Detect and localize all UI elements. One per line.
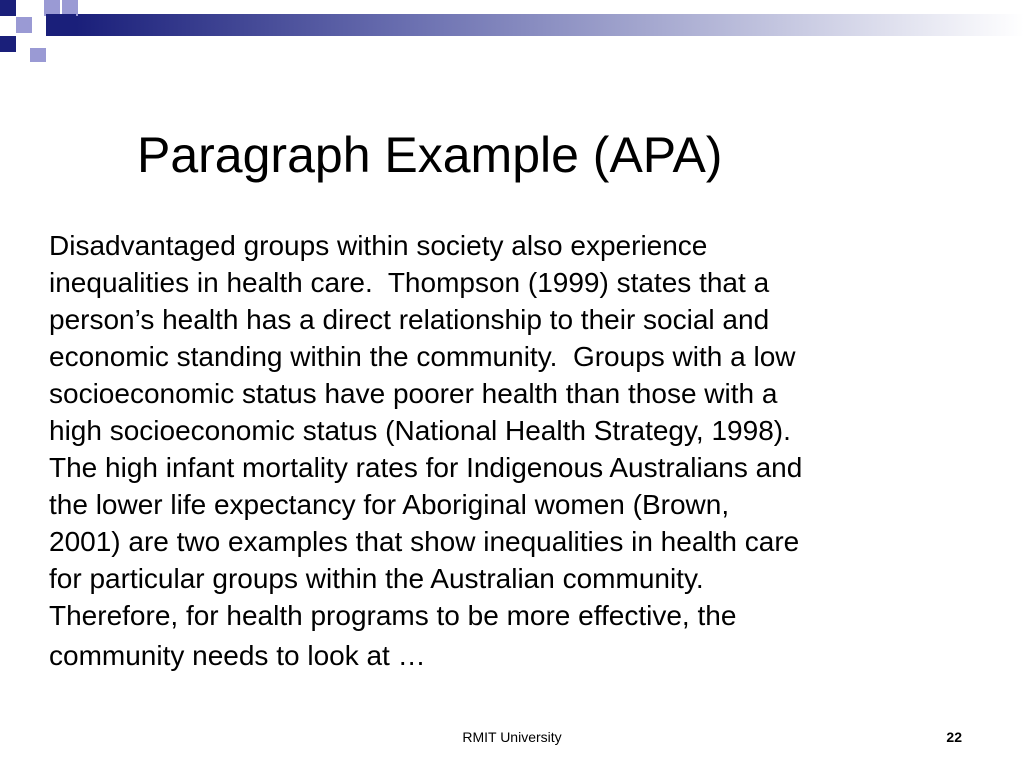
- page-number: 22: [946, 729, 962, 745]
- header-decoration: [0, 0, 1024, 70]
- paragraph-line: The high infant mortality rates for Indigenous Australians and: [49, 452, 803, 483]
- paragraph-line: Therefore, for health programs to be more effective, the: [49, 600, 737, 631]
- deco-square: [0, 0, 16, 16]
- paragraph-line: economic standing within the community. Groups with a low: [49, 341, 796, 372]
- deco-square: [30, 48, 46, 62]
- paragraph-line: person’s health has a direct relationship to their social and: [49, 304, 770, 335]
- paragraph-line: 2001) are two examples that show inequalities in health care: [49, 526, 800, 557]
- header-gradient-bar: [76, 14, 1024, 36]
- paragraph-line: high socioeconomic status (National Health Strategy, 1998).: [49, 415, 791, 446]
- paragraph-example: [49, 227, 989, 674]
- deco-square: [44, 0, 60, 16]
- paragraph-line: for particular groups within the Australian community.: [49, 563, 704, 594]
- deco-square: [16, 17, 32, 33]
- paragraph-line: socioeconomic status have poorer health than those with a: [49, 378, 778, 409]
- paragraph-line: the lower life expectancy for Aboriginal women (Brown,: [49, 489, 730, 520]
- deco-square: [0, 36, 16, 52]
- deco-square: [62, 0, 78, 16]
- paragraph-line: community needs to look at …: [49, 640, 426, 671]
- slide-title: Paragraph Example (APA): [137, 127, 723, 183]
- paragraph-line: inequalities in health care. Thompson (1999) states that a: [49, 267, 770, 298]
- paragraph-line: Disadvantaged groups within society also experience: [49, 230, 708, 261]
- deco-square: [46, 14, 76, 36]
- footer-institution: RMIT University: [462, 729, 562, 745]
